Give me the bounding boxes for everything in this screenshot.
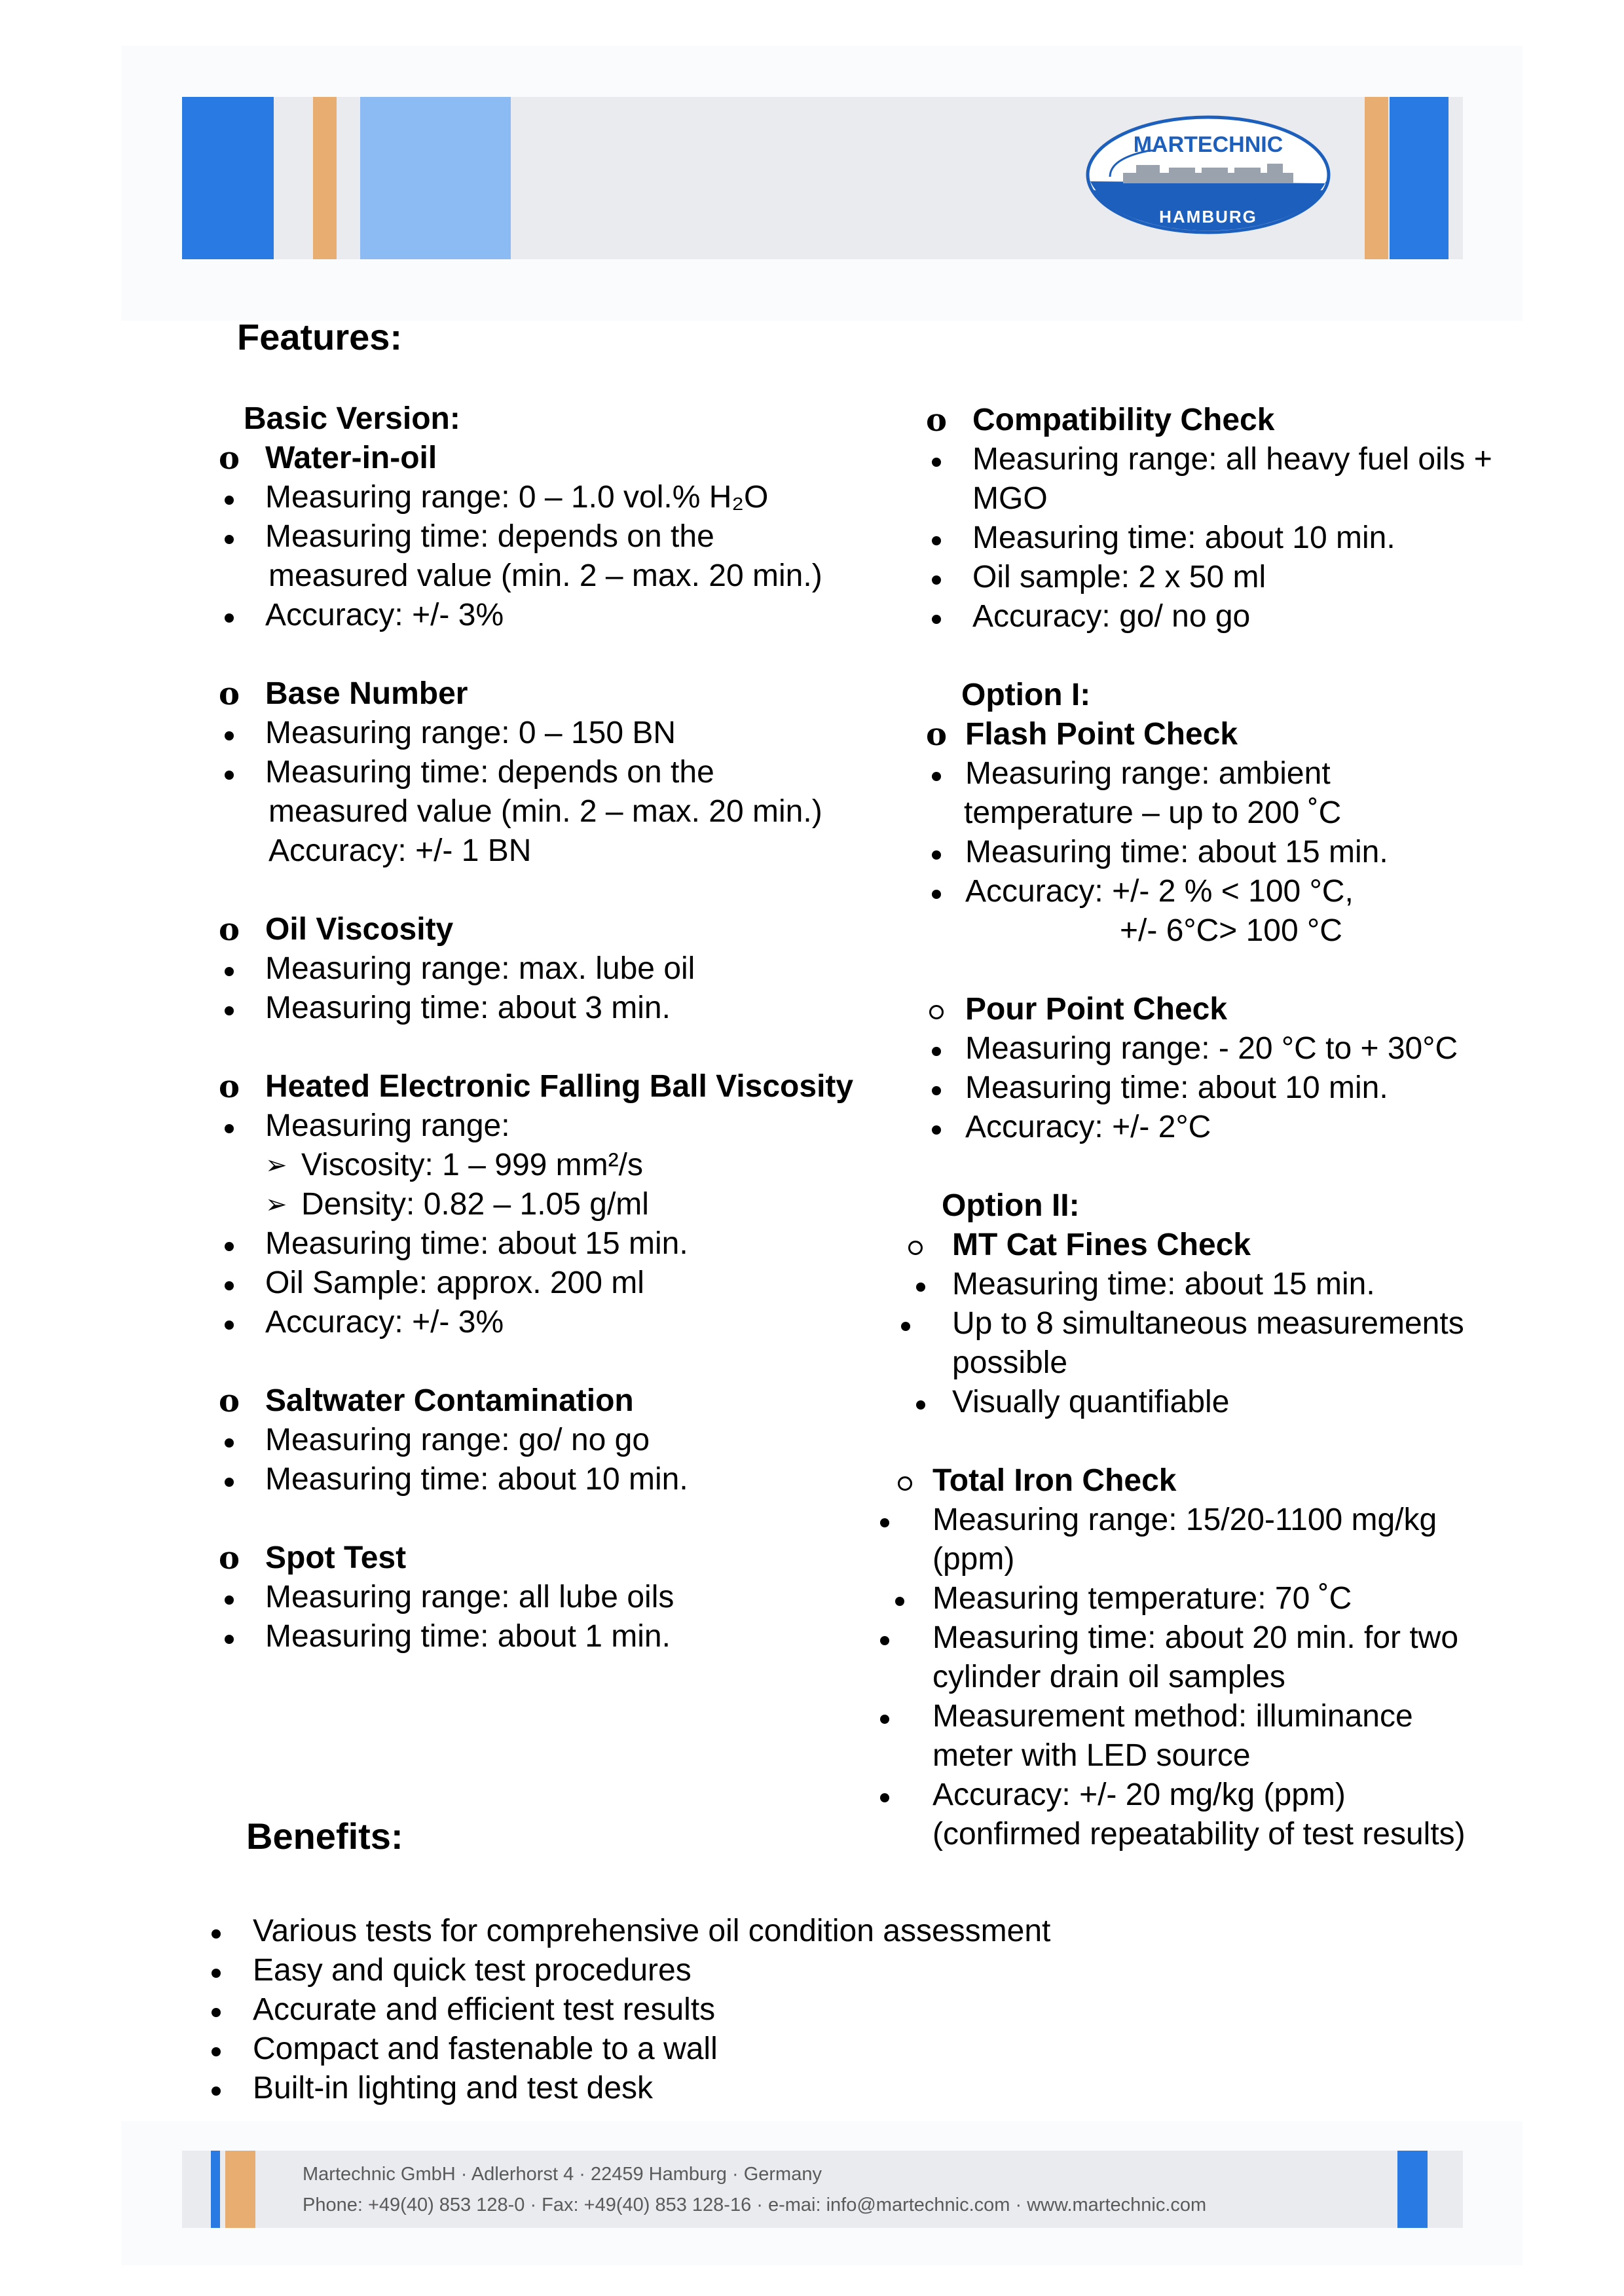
list-item: Measuring range: max. lube oil [196, 949, 904, 989]
section-title-heated-viscosity: ο Heated Electronic Falling Ball Viscosity [218, 1068, 854, 1105]
section-title-cat-fines: MT Cat Fines Check [904, 1226, 1532, 1265]
footer-stripe-blue-left [211, 2151, 220, 2228]
list-item: Measuring range: [196, 1106, 904, 1146]
section-title-saltwater: ο Saltwater Contamination [218, 1383, 634, 1419]
list-item-continued: Accuracy: +/- 1 BN [268, 833, 532, 868]
list-item-continued: (ppm) [932, 1542, 1015, 1576]
list-item: Measuring time: about 10 min. [904, 519, 1532, 558]
benefit-item: Various tests for comprehensive oil condition assessment [196, 1912, 1441, 1951]
list-item: Accuracy: go/ no go [904, 597, 1532, 636]
benefits-list [196, 1912, 1441, 2108]
list-item: Measuring time: about 15 min. [904, 1265, 1532, 1304]
benefit-item: Accurate and efficient test results [196, 1990, 1441, 2030]
header-stripe-blue-left [182, 97, 274, 259]
list-item-continued: cylinder drain oil samples [932, 1660, 1285, 1694]
header-stripe-blue-right [1390, 97, 1449, 259]
list-item: Accuracy: +/- 2 % < 100 °C, [904, 872, 1532, 911]
list-item-continued: measured value (min. 2 – max. 20 min.) [268, 558, 822, 593]
list-item: Measuring temperature: 70 ˚C [904, 1579, 1532, 1618]
header-stripe-orange-left [313, 97, 337, 259]
list-item: Measuring time: about 15 min. [196, 1224, 904, 1264]
list-item: Measuring time: depends on the [196, 517, 904, 556]
list-item: Measuring range: all lube oils [196, 1578, 904, 1617]
header-stripe-orange-right [1365, 97, 1388, 259]
list-item: Measuring range: all heavy fuel oils + [904, 440, 1532, 479]
list-item: Measuring range: ambient [904, 754, 1532, 793]
list-item: Oil sample: 2 x 50 ml [904, 558, 1532, 597]
benefit-item: Easy and quick test procedures [196, 1951, 1441, 1990]
section-title-total-iron: Total Iron Check [904, 1461, 1532, 1501]
martechnic-logo [1084, 113, 1333, 237]
section-title-spot-test: ο Spot Test [218, 1540, 407, 1576]
list-item: Measuring time: about 1 min. [196, 1617, 904, 1656]
list-item: Up to 8 simultaneous measurements [904, 1304, 1493, 1343]
list-item: Measuring time: about 10 min. [196, 1460, 904, 1499]
section-title-oil-viscosity: ο Oil Viscosity [218, 911, 454, 948]
list-item: Measuring time: about 3 min. [196, 989, 904, 1028]
footer-band [182, 2151, 1463, 2228]
list-item: Measuring time: about 20 min. for two [904, 1618, 1493, 1658]
option-one-label: Option I: [961, 678, 1091, 712]
section-title-flash-point: ο Flash Point Check [925, 716, 1238, 753]
features-heading: Features: [237, 316, 403, 357]
list-item: Accuracy: +/- 2°C [904, 1108, 1532, 1147]
list-item: Accuracy: +/- 20 mg/kg (ppm) [904, 1776, 1493, 1815]
section-title-base-number: ο Base Number [218, 676, 468, 712]
list-item: Measuring range: go/ no go [196, 1421, 904, 1460]
list-item: Measuring range: 0 – 150 BN [196, 714, 904, 753]
list-item: Accuracy: +/- 3% [196, 1303, 904, 1342]
list-item: Measuring range: 0 – 1.0 vol.% H₂O [196, 478, 904, 517]
benefit-item: Built-in lighting and test desk [196, 2069, 1441, 2108]
footer-address: Martechnic GmbH · Adlerhorst 4 · 22459 Hamburg · Germany [303, 2164, 822, 2185]
basic-version-label: Basic Version: [244, 401, 460, 436]
list-item: Measuring time: about 15 min. [904, 833, 1532, 872]
list-item-continued: possible [952, 1345, 1068, 1380]
list-item: Measurement method: illuminance [904, 1697, 1493, 1736]
option-two-label: Option II: [942, 1188, 1080, 1223]
list-item: Measuring range: 15/20-1100 mg/kg [904, 1501, 1493, 1540]
footer-stripe-blue-right [1397, 2151, 1428, 2228]
list-item: Measuring time: about 10 min. [904, 1068, 1532, 1108]
list-item: Measuring range: - 20 °C to + 30°C [904, 1029, 1532, 1068]
list-item-continued: (confirmed repeatability of test results) [932, 1817, 1466, 1851]
right-column [904, 401, 1532, 1854]
left-column [196, 399, 904, 1656]
section-title-pour-point: Pour Point Check [904, 990, 1532, 1029]
list-item: Measuring time: depends on the [196, 753, 904, 792]
logo-subtext: HAMBURG [1159, 207, 1257, 227]
list-item: Oil Sample: approx. 200 ml [196, 1264, 904, 1303]
list-item-continued: +/- 6°C> 100 °C [1120, 913, 1342, 948]
footer-stripe-orange-left [225, 2151, 255, 2228]
list-item: Accuracy: +/- 3% [196, 596, 904, 635]
sub-list-item: ➢ Density: 0.82 – 1.05 g/ml [265, 1187, 649, 1222]
list-item-continued: temperature – up to 200 ˚C [964, 795, 1342, 830]
list-item-continued: meter with LED source [932, 1738, 1251, 1773]
section-title-compatibility: ο Compatibility Check [925, 402, 1275, 439]
benefits-heading: Benefits: [246, 1815, 403, 1857]
list-item-continued: MGO [972, 481, 1048, 516]
sub-list-item: ➢ Viscosity: 1 – 999 mm²/s [265, 1148, 643, 1182]
benefit-item: Compact and fastenable to a wall [196, 2030, 1441, 2069]
list-item: Visually quantifiable [904, 1383, 1532, 1422]
section-title-water: ο Water-in-oil [218, 440, 437, 477]
header-stripe-lightblue [360, 97, 511, 259]
logo-text: MARTECHNIC [1133, 132, 1283, 157]
footer-contact: Phone: +49(40) 853 128-0 · Fax: +49(40) 853 128-16 · e-mai: info@martechnic.com · www.martechnic.com [303, 2195, 1207, 2215]
list-item-continued: measured value (min. 2 – max. 20 min.) [268, 794, 822, 829]
